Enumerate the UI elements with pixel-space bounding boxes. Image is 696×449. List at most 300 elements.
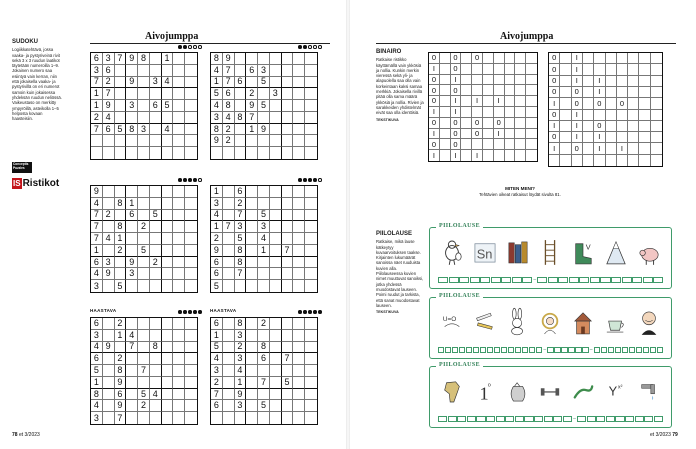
answer-letter-box[interactable] (568, 347, 574, 353)
binairo-cell[interactable] (440, 96, 451, 107)
sudoku-cell[interactable]: 9 (126, 53, 138, 65)
binairo-cell[interactable]: I (594, 143, 605, 154)
sudoku-cell[interactable] (103, 318, 115, 330)
sudoku-cell[interactable] (246, 77, 258, 89)
sudoku-cell[interactable] (246, 400, 258, 412)
binairo-cell[interactable] (505, 150, 516, 161)
sudoku-cell[interactable] (150, 147, 162, 159)
sudoku-cell[interactable]: 1 (115, 233, 127, 245)
answer-letter-box[interactable] (501, 277, 511, 283)
sudoku-cell[interactable] (305, 353, 317, 365)
sudoku-cell[interactable] (115, 88, 127, 100)
sudoku-cell[interactable] (293, 77, 305, 89)
sudoku-cell[interactable] (282, 135, 294, 147)
sudoku-cell[interactable] (150, 245, 162, 257)
sudoku-cell[interactable] (150, 88, 162, 100)
sudoku-cell[interactable] (258, 268, 270, 280)
binairo-cell[interactable] (639, 155, 650, 166)
sudoku-cell[interactable]: 1 (126, 198, 138, 210)
sudoku-cell[interactable] (282, 53, 294, 65)
sudoku-cell[interactable]: 1 (91, 377, 103, 389)
binairo-cell[interactable]: I (549, 121, 560, 132)
sudoku-cell[interactable] (173, 365, 185, 377)
sudoku-cell[interactable]: 6 (258, 353, 270, 365)
sudoku-cell[interactable] (235, 412, 247, 424)
binairo-cell[interactable] (494, 53, 505, 64)
sudoku-cell[interactable]: 6 (103, 124, 115, 136)
sudoku-cell[interactable]: 3 (103, 53, 115, 65)
sudoku-cell[interactable] (293, 147, 305, 159)
sudoku-cell[interactable]: 4 (162, 77, 174, 89)
binairo-cell[interactable] (549, 155, 560, 166)
sudoku-cell[interactable] (173, 342, 185, 354)
binairo-cell[interactable] (461, 75, 472, 86)
answer-letter-box[interactable] (494, 347, 500, 353)
sudoku-cell[interactable] (305, 210, 317, 222)
sudoku-cell[interactable] (162, 135, 174, 147)
sudoku-cell[interactable] (270, 112, 282, 124)
sudoku-cell[interactable] (150, 124, 162, 136)
sudoku-cell[interactable] (270, 257, 282, 269)
sudoku-cell[interactable]: 2 (115, 245, 127, 257)
binairo-cell[interactable] (639, 53, 650, 64)
sudoku-cell[interactable] (293, 233, 305, 245)
sudoku-cell[interactable] (270, 377, 282, 389)
sudoku-cell[interactable]: 2 (246, 88, 258, 100)
sudoku-cell[interactable] (270, 245, 282, 257)
sudoku-cell[interactable] (223, 147, 235, 159)
sudoku-cell[interactable] (138, 377, 150, 389)
binairo-cell[interactable] (440, 107, 451, 118)
answer-letter-box[interactable] (448, 416, 457, 422)
sudoku-cell[interactable]: 6 (235, 186, 247, 198)
answer-letter-box[interactable] (473, 347, 479, 353)
answer-letter-box[interactable] (615, 416, 624, 422)
sudoku-cell[interactable] (282, 112, 294, 124)
binairo-cell[interactable] (617, 121, 628, 132)
sudoku-cell[interactable] (150, 135, 162, 147)
sudoku-cell[interactable]: 7 (282, 353, 294, 365)
sudoku-cell[interactable] (138, 88, 150, 100)
sudoku-cell[interactable] (150, 365, 162, 377)
sudoku-cell[interactable] (246, 186, 258, 198)
sudoku-cell[interactable]: 2 (138, 221, 150, 233)
binairo-cell[interactable] (651, 87, 662, 98)
binairo-cell[interactable] (651, 155, 662, 166)
answer-letter-box[interactable] (622, 347, 628, 353)
binairo-cell[interactable] (594, 155, 605, 166)
sudoku-cell[interactable]: 3 (235, 330, 247, 342)
sudoku-cell[interactable] (185, 53, 197, 65)
sudoku-cell[interactable] (103, 353, 115, 365)
sudoku-cell[interactable] (282, 77, 294, 89)
answer-letter-box[interactable] (587, 416, 596, 422)
binairo-cell[interactable] (440, 118, 451, 129)
binairo-cell[interactable]: I (572, 110, 583, 121)
binairo-cell[interactable]: I (572, 132, 583, 143)
sudoku-cell[interactable]: 8 (115, 365, 127, 377)
binairo-cell[interactable] (505, 129, 516, 140)
sudoku-cell[interactable] (305, 100, 317, 112)
sudoku-cell[interactable] (293, 268, 305, 280)
sudoku-cell[interactable] (150, 186, 162, 198)
sudoku-cell[interactable]: 1 (91, 245, 103, 257)
sudoku-cell[interactable] (282, 210, 294, 222)
sudoku-cell[interactable] (162, 268, 174, 280)
sudoku-cell[interactable]: 6 (91, 353, 103, 365)
sudoku-cell[interactable]: 1 (162, 53, 174, 65)
binairo-cell[interactable] (472, 107, 483, 118)
binairo-cell[interactable] (494, 85, 505, 96)
binairo-cell[interactable] (583, 155, 594, 166)
answer-letter-box[interactable] (512, 277, 522, 283)
sudoku-cell[interactable] (126, 112, 138, 124)
sudoku-cell[interactable] (162, 342, 174, 354)
sudoku-cell[interactable] (270, 389, 282, 401)
binairo-cell[interactable] (594, 110, 605, 121)
sudoku-cell[interactable] (293, 100, 305, 112)
binairo-cell[interactable] (560, 110, 571, 121)
sudoku-cell[interactable] (258, 330, 270, 342)
sudoku-cell[interactable] (293, 257, 305, 269)
sudoku-cell[interactable]: 8 (235, 318, 247, 330)
binairo-cell[interactable] (560, 76, 571, 87)
answer-letter-box[interactable] (486, 416, 495, 422)
sudoku-cell[interactable]: 4 (211, 65, 223, 77)
binairo-cell[interactable] (617, 87, 628, 98)
answer-letter-box[interactable] (625, 416, 634, 422)
sudoku-cell[interactable]: 5 (162, 100, 174, 112)
binairo-cell[interactable] (483, 53, 494, 64)
answer-letter-box[interactable] (558, 277, 568, 283)
sudoku-cell[interactable] (162, 318, 174, 330)
answer-letter-box[interactable] (515, 416, 524, 422)
sudoku-cell[interactable] (305, 112, 317, 124)
binairo-cell[interactable] (461, 53, 472, 64)
sudoku-cell[interactable]: 3 (91, 330, 103, 342)
sudoku-cell[interactable] (150, 330, 162, 342)
binairo-cell[interactable] (461, 64, 472, 75)
sudoku-cell[interactable] (246, 257, 258, 269)
sudoku-cell[interactable]: 8 (115, 221, 127, 233)
binairo-cell[interactable] (572, 155, 583, 166)
sudoku-cell[interactable]: 9 (103, 342, 115, 354)
sudoku-cell[interactable] (150, 268, 162, 280)
sudoku-cell[interactable] (185, 100, 197, 112)
binairo-cell[interactable]: I (617, 143, 628, 154)
binairo-cell[interactable] (472, 139, 483, 150)
binairo-cell[interactable] (494, 150, 505, 161)
sudoku-cell[interactable]: 5 (211, 280, 223, 292)
sudoku-cell[interactable] (246, 210, 258, 222)
sudoku-cell[interactable] (185, 124, 197, 136)
sudoku-cell[interactable] (282, 330, 294, 342)
binairo-cell[interactable]: I (429, 107, 440, 118)
binairo-cell[interactable] (440, 75, 451, 86)
binairo-cell[interactable] (526, 150, 537, 161)
sudoku-cell[interactable] (270, 412, 282, 424)
sudoku-cell[interactable] (246, 377, 258, 389)
sudoku-cell[interactable] (223, 412, 235, 424)
sudoku-cell[interactable] (223, 268, 235, 280)
binairo-cell[interactable]: I (451, 107, 462, 118)
binairo-cell[interactable] (583, 121, 594, 132)
sudoku-cell[interactable] (91, 135, 103, 147)
sudoku-cell[interactable] (150, 221, 162, 233)
sudoku-cell[interactable] (235, 65, 247, 77)
sudoku-cell[interactable] (115, 135, 127, 147)
sudoku-cell[interactable]: 5 (258, 100, 270, 112)
sudoku-cell[interactable] (223, 198, 235, 210)
sudoku-cell[interactable]: 7 (91, 233, 103, 245)
binairo-cell[interactable] (483, 75, 494, 86)
binairo-cell[interactable] (526, 107, 537, 118)
sudoku-cell[interactable] (305, 280, 317, 292)
sudoku-cell[interactable]: 2 (223, 124, 235, 136)
sudoku-cell[interactable] (173, 221, 185, 233)
sudoku-cell[interactable] (185, 233, 197, 245)
sudoku-cell[interactable] (115, 112, 127, 124)
sudoku-cell[interactable]: 8 (235, 112, 247, 124)
sudoku-cell[interactable]: 6 (126, 210, 138, 222)
sudoku-cell[interactable]: 4 (103, 112, 115, 124)
sudoku-cell[interactable] (162, 257, 174, 269)
sudoku-cell[interactable] (150, 65, 162, 77)
sudoku-cell[interactable] (173, 135, 185, 147)
sudoku-cell[interactable]: 7 (91, 210, 103, 222)
sudoku-cell[interactable] (282, 389, 294, 401)
binairo-cell[interactable] (628, 143, 639, 154)
binairo-cell[interactable] (560, 53, 571, 64)
binairo-cell[interactable]: 0 (572, 143, 583, 154)
sudoku-cell[interactable] (162, 233, 174, 245)
sudoku-cell[interactable] (138, 280, 150, 292)
sudoku-cell[interactable] (103, 400, 115, 412)
sudoku-cell[interactable] (115, 65, 127, 77)
binairo-cell[interactable]: I (549, 98, 560, 109)
sudoku-cell[interactable] (223, 389, 235, 401)
sudoku-cell[interactable] (173, 353, 185, 365)
sudoku-cell[interactable] (103, 245, 115, 257)
sudoku-cell[interactable] (246, 198, 258, 210)
binairo-cell[interactable] (461, 150, 472, 161)
sudoku-cell[interactable]: 6 (235, 77, 247, 89)
sudoku-cell[interactable] (223, 186, 235, 198)
sudoku-cell[interactable] (126, 88, 138, 100)
sudoku-cell[interactable] (282, 65, 294, 77)
sudoku-cell[interactable] (258, 186, 270, 198)
sudoku-cell[interactable]: 4 (91, 400, 103, 412)
sudoku-cell[interactable] (293, 342, 305, 354)
binairo-cell[interactable] (515, 96, 526, 107)
binairo-cell[interactable]: I (572, 76, 583, 87)
answer-letter-box[interactable] (611, 277, 621, 283)
binairo-cell[interactable] (560, 87, 571, 98)
answer-letter-box[interactable] (522, 347, 528, 353)
binairo-cell[interactable] (651, 53, 662, 64)
sudoku-cell[interactable] (293, 221, 305, 233)
sudoku-cell[interactable] (138, 412, 150, 424)
binairo-cell[interactable] (515, 53, 526, 64)
sudoku-cell[interactable]: 7 (91, 77, 103, 89)
sudoku-cell[interactable]: 9 (103, 100, 115, 112)
binairo-cell[interactable]: 0 (549, 76, 560, 87)
sudoku-cell[interactable]: 9 (246, 100, 258, 112)
sudoku-cell[interactable]: 2 (103, 210, 115, 222)
sudoku-cell[interactable]: 9 (91, 186, 103, 198)
sudoku-cell[interactable]: 8 (115, 198, 127, 210)
binairo-cell[interactable] (560, 143, 571, 154)
sudoku-cell[interactable]: 7 (223, 65, 235, 77)
answer-letter-box[interactable] (601, 347, 607, 353)
sudoku-cell[interactable] (103, 412, 115, 424)
sudoku-cell[interactable]: 1 (211, 77, 223, 89)
sudoku-cell[interactable] (173, 257, 185, 269)
sudoku-cell[interactable] (246, 365, 258, 377)
sudoku-cell[interactable] (173, 412, 185, 424)
answer-letter-box[interactable] (548, 277, 558, 283)
binairo-cell[interactable] (606, 98, 617, 109)
sudoku-cell[interactable] (138, 147, 150, 159)
sudoku-cell[interactable] (185, 147, 197, 159)
sudoku-cell[interactable] (282, 342, 294, 354)
sudoku-cell[interactable] (270, 342, 282, 354)
sudoku-cell[interactable] (115, 257, 127, 269)
sudoku-cell[interactable] (270, 280, 282, 292)
binairo-cell[interactable] (472, 85, 483, 96)
sudoku-cell[interactable] (246, 135, 258, 147)
answer-letter-box[interactable] (501, 347, 507, 353)
binairo-cell[interactable] (628, 155, 639, 166)
sudoku-cell[interactable] (150, 353, 162, 365)
sudoku-cell[interactable] (185, 353, 197, 365)
sudoku-cell[interactable] (138, 330, 150, 342)
sudoku-cell[interactable] (162, 245, 174, 257)
sudoku-cell[interactable]: 8 (91, 389, 103, 401)
sudoku-cell[interactable]: 1 (211, 186, 223, 198)
sudoku-cell[interactable]: 4 (258, 233, 270, 245)
binairo-cell[interactable] (515, 75, 526, 86)
binairo-cell[interactable] (594, 53, 605, 64)
binairo-cell[interactable] (639, 87, 650, 98)
sudoku-cell[interactable]: 9 (126, 77, 138, 89)
answer-letter-box[interactable] (496, 416, 505, 422)
sudoku-cell[interactable]: 7 (115, 412, 127, 424)
binairo-cell[interactable]: 0 (429, 118, 440, 129)
sudoku-cell[interactable]: 3 (211, 112, 223, 124)
sudoku-cell[interactable] (162, 198, 174, 210)
sudoku-cell[interactable]: 2 (138, 400, 150, 412)
answer-letter-box[interactable] (536, 347, 542, 353)
sudoku-cell[interactable] (173, 147, 185, 159)
binairo-cell[interactable] (651, 98, 662, 109)
sudoku-cell[interactable] (270, 77, 282, 89)
binairo-cell[interactable] (461, 139, 472, 150)
sudoku-cell[interactable]: 2 (115, 318, 127, 330)
sudoku-cell[interactable] (282, 318, 294, 330)
sudoku-cell[interactable] (138, 112, 150, 124)
binairo-cell[interactable] (583, 87, 594, 98)
sudoku-cell[interactable] (173, 233, 185, 245)
sudoku-cell[interactable] (258, 365, 270, 377)
answer-letter-box[interactable] (606, 416, 615, 422)
answer-letter-box[interactable] (470, 277, 480, 283)
answer-letter-box[interactable] (480, 277, 490, 283)
sudoku-cell[interactable] (103, 147, 115, 159)
sudoku-cell[interactable] (305, 221, 317, 233)
sudoku-cell[interactable]: 5 (258, 77, 270, 89)
binairo-cell[interactable] (515, 64, 526, 75)
sudoku-cell[interactable] (258, 53, 270, 65)
sudoku-cell[interactable] (223, 318, 235, 330)
sudoku-cell[interactable] (150, 412, 162, 424)
sudoku-cell[interactable]: 3 (211, 198, 223, 210)
sudoku-cell[interactable] (138, 233, 150, 245)
sudoku-cell[interactable] (246, 221, 258, 233)
sudoku-cell[interactable] (305, 412, 317, 424)
sudoku-cell[interactable] (270, 147, 282, 159)
sudoku-cell[interactable] (246, 330, 258, 342)
sudoku-cell[interactable] (162, 389, 174, 401)
sudoku-cell[interactable]: 2 (91, 112, 103, 124)
sudoku-cell[interactable] (305, 268, 317, 280)
sudoku-cell[interactable] (305, 147, 317, 159)
sudoku-cell[interactable]: 3 (270, 88, 282, 100)
sudoku-cell[interactable] (223, 365, 235, 377)
sudoku-cell[interactable] (173, 400, 185, 412)
sudoku-cell[interactable] (270, 124, 282, 136)
sudoku-cell[interactable] (270, 198, 282, 210)
sudoku-cell[interactable]: 1 (258, 245, 270, 257)
sudoku-cell[interactable]: 5 (115, 124, 127, 136)
sudoku-cell[interactable] (235, 147, 247, 159)
sudoku-cell[interactable] (173, 88, 185, 100)
sudoku-cell[interactable] (258, 88, 270, 100)
sudoku-cell[interactable] (293, 198, 305, 210)
sudoku-cell[interactable]: 3 (235, 400, 247, 412)
answer-letter-box[interactable] (547, 347, 553, 353)
sudoku-cell[interactable] (185, 257, 197, 269)
binairo-cell[interactable] (440, 85, 451, 96)
sudoku-cell[interactable]: 7 (126, 342, 138, 354)
answer-letter-box[interactable] (476, 416, 485, 422)
sudoku-cell[interactable] (223, 257, 235, 269)
sudoku-cell[interactable]: 9 (103, 268, 115, 280)
sudoku-cell[interactable] (185, 365, 197, 377)
sudoku-cell[interactable] (305, 88, 317, 100)
sudoku-cell[interactable]: 2 (235, 342, 247, 354)
answer-letter-box[interactable] (657, 347, 663, 353)
answer-letter-box[interactable] (438, 416, 447, 422)
binairo-cell[interactable] (526, 75, 537, 86)
sudoku-cell[interactable]: 6 (103, 65, 115, 77)
binairo-cell[interactable] (515, 139, 526, 150)
sudoku-cell[interactable] (235, 135, 247, 147)
sudoku-cell[interactable] (173, 389, 185, 401)
sudoku-cell[interactable] (185, 65, 197, 77)
sudoku-cell[interactable]: 4 (223, 112, 235, 124)
answer-letter-box[interactable] (577, 416, 586, 422)
sudoku-cell[interactable]: 1 (211, 221, 223, 233)
binairo-cell[interactable] (472, 64, 483, 75)
sudoku-cell[interactable] (293, 210, 305, 222)
binairo-cell[interactable] (440, 53, 451, 64)
sudoku-cell[interactable] (270, 353, 282, 365)
answer-letter-box[interactable] (544, 416, 553, 422)
binairo-cell[interactable] (494, 64, 505, 75)
answer-letter-box[interactable] (615, 347, 621, 353)
sudoku-cell[interactable] (126, 412, 138, 424)
